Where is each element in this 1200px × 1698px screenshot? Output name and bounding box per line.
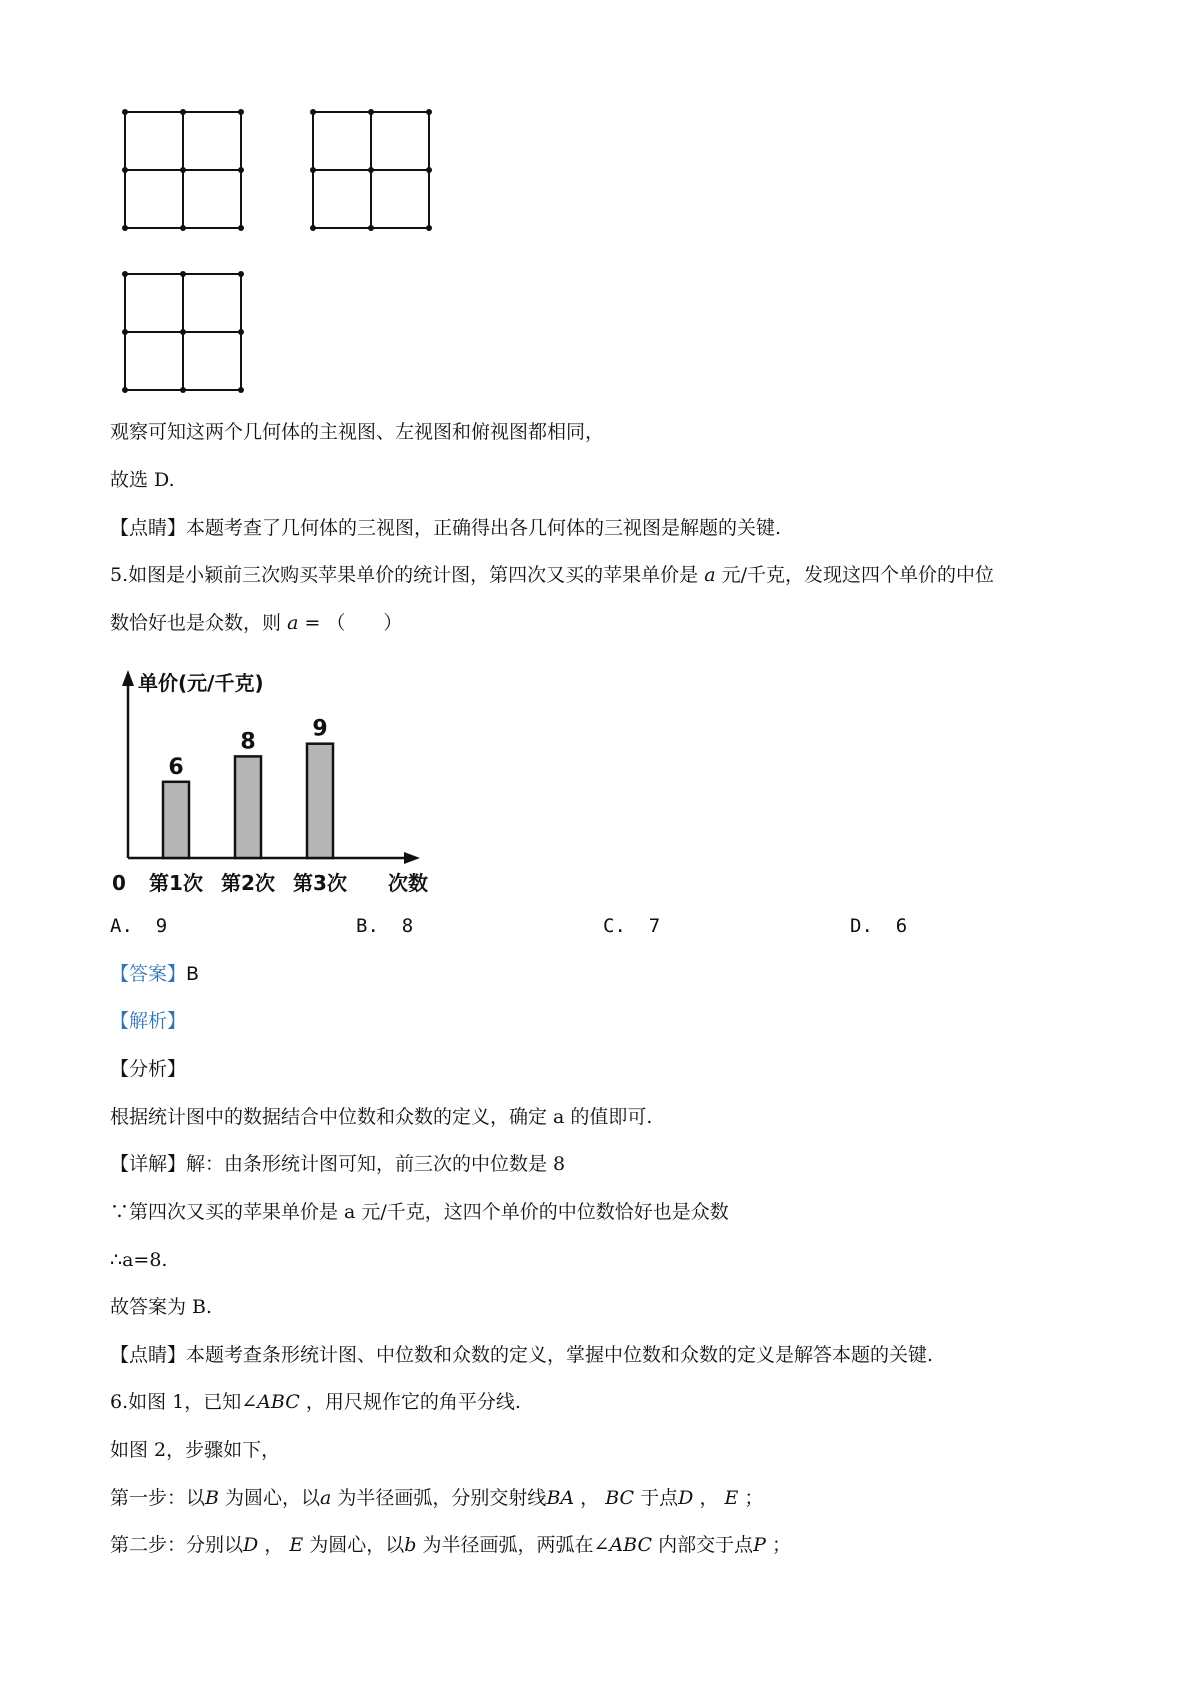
step1-b: 为圆心，以 [225, 1487, 321, 1509]
bar-3 [307, 744, 333, 858]
step1-D: D [678, 1487, 694, 1509]
fenxi-tag: 【分析】 [110, 1058, 187, 1080]
therefore-line: ∴a=8. [110, 1249, 168, 1271]
figure-2-line: 如图 2，步骤如下， [110, 1439, 281, 1461]
because-line: ∵第四次又买的苹果单价是 a 元/千克，这四个单价的中位数恰好也是众数 [110, 1201, 729, 1223]
step2-c: 为圆心，以 [309, 1534, 405, 1556]
q5-text-a: 5.如图是小颖前三次购买苹果单价的统计图，第四次又买的苹果单价是 [110, 564, 699, 586]
dianjing-q5 [110, 1343, 933, 1367]
q5-text-d: = （ ） [304, 612, 403, 634]
step1-c: 为半径画弧，分别交射线 [337, 1487, 547, 1509]
fenxi-text: 根据统计图中的数据结合中位数和众数的定义，确定 a 的值即可. [110, 1106, 653, 1128]
step1-BA: BA [546, 1487, 575, 1509]
option-a[interactable] [110, 915, 167, 937]
bar-2 [235, 756, 261, 858]
y-axis-label: 单价(元/千克) [138, 671, 264, 695]
q5-text-b: 元/千克，发现这四个单价的中位 [721, 564, 994, 586]
category-label-3: 第3次 [293, 871, 347, 895]
y-axis-arrow [122, 670, 134, 686]
question-5-line-2 [110, 611, 402, 635]
q6-text-a: 6.如图 1，已知 [110, 1391, 242, 1413]
category-label-2: 第2次 [221, 871, 275, 895]
step2-f: ； [771, 1534, 791, 1556]
origin-label: 0 [112, 871, 126, 895]
step-1-line [110, 1486, 763, 1510]
step1-a: 第一步：以 [110, 1487, 206, 1509]
dianjing-tag: 【点睛】 [110, 517, 187, 539]
q6-angle: ∠ABC [241, 1391, 300, 1413]
choose-d-line: 故选 D. [110, 469, 175, 491]
answer-b-line: 故答案为 B. [110, 1296, 213, 1318]
top-view-grid [118, 267, 248, 397]
option-d-label: D. [850, 915, 873, 937]
step1-B: B [205, 1487, 219, 1509]
question-6-line [110, 1390, 521, 1414]
step2-P: P [753, 1534, 766, 1556]
x-axis-arrow [404, 852, 420, 864]
dianjing5-text: 本题考查条形统计图、中位数和众数的定义，掌握中位数和众数的定义是解答本题的关键. [186, 1344, 934, 1366]
xiangjie-line: 【详解】解：由条形统计图可知，前三次的中位数是 8 [110, 1153, 566, 1175]
option-b[interactable] [356, 915, 413, 937]
step2-E: E [289, 1534, 304, 1556]
step2-e: 内部交于点 [658, 1534, 754, 1556]
step1-var: a [320, 1487, 332, 1509]
option-b-label: B. [356, 915, 379, 937]
q6-text-b: ，用尺规作它的角平分线. [305, 1391, 521, 1413]
bar-value-label-1: 6 [168, 754, 184, 780]
bar-value-label-3: 9 [312, 716, 328, 742]
step2-d: 为半径画弧，两弧在 [422, 1534, 594, 1556]
step2-b: ， [264, 1534, 284, 1556]
step1-BC: BC [605, 1487, 635, 1509]
observe-line: 观察可知这两个几何体的主视图、左视图和俯视图都相同， [110, 421, 605, 443]
option-d[interactable] [850, 915, 907, 937]
step1-g: ； [744, 1487, 764, 1509]
option-d-value: 6 [895, 915, 908, 937]
option-c[interactable] [603, 915, 660, 937]
side-view-grid [306, 105, 436, 235]
q5-var-a: a [704, 564, 716, 586]
q5-var-a2: a [287, 612, 299, 634]
answer-tag: 【答案】 [110, 963, 187, 985]
unit-price-bar-chart [108, 660, 448, 900]
dianjing-text: 本题考查了几何体的三视图，正确得出各几何体的三视图是解题的关键. [186, 517, 782, 539]
bar-1 [163, 782, 189, 858]
step1-e: 于点 [640, 1487, 679, 1509]
dianjing5-tag: 【点睛】 [110, 1344, 187, 1366]
step2-D: D [243, 1534, 259, 1556]
answer-line [110, 962, 199, 986]
x-axis-label: 次数 [388, 871, 428, 895]
step2-angle: ∠ABC [593, 1534, 653, 1556]
step2-a: 第二步：分别以 [110, 1534, 244, 1556]
q5-text-c: 数恰好也是众数，则 [110, 612, 282, 634]
step2-var: b [404, 1534, 417, 1556]
option-c-label: C. [603, 915, 626, 937]
step1-E: E [724, 1487, 739, 1509]
category-label-1: 第1次 [149, 871, 203, 895]
option-b-value: 8 [401, 915, 414, 937]
jiexi-tag: 【解析】 [110, 1010, 187, 1032]
answer-value: B [186, 963, 200, 985]
step-2-line [110, 1533, 791, 1557]
option-a-value: 9 [155, 915, 168, 937]
step1-d: ， [580, 1487, 600, 1509]
question-5-line-1 [110, 563, 994, 587]
option-a-label: A. [110, 915, 133, 937]
front-view-grid [118, 105, 248, 235]
bar-value-label-2: 8 [240, 729, 256, 755]
dianjing-q4 [110, 516, 781, 540]
option-c-value: 7 [648, 915, 661, 937]
step1-f: ， [699, 1487, 719, 1509]
